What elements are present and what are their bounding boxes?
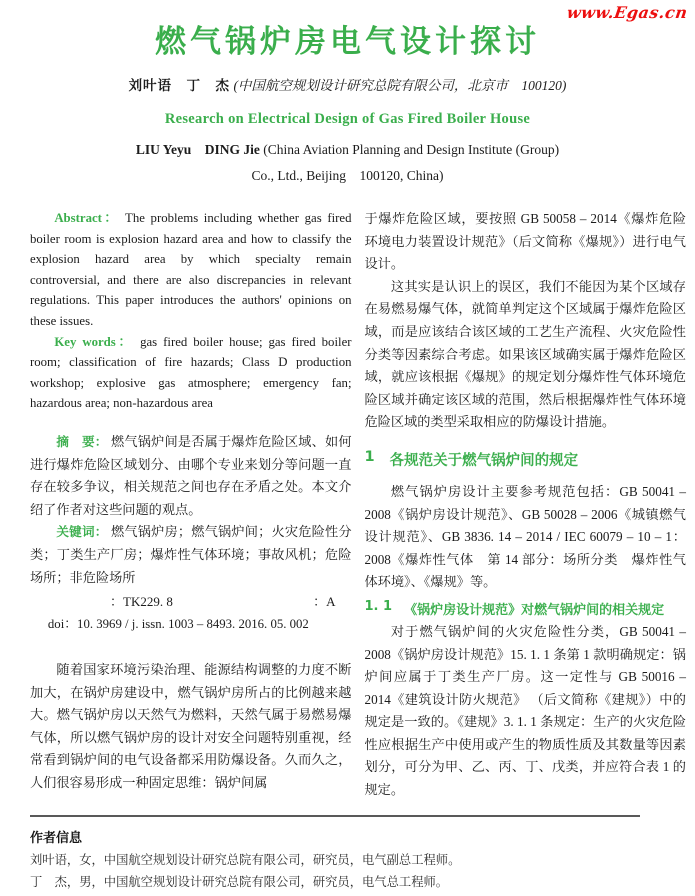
document-code: ：A <box>313 594 336 610</box>
paper-header <box>0 0 695 184</box>
abstract-text: The problems including whether gas fired boiler room is explosion hazard area and how to classify the explosion hazard area by which specialty remain controversial, and there are also discrepancies in relevant regulations. This paper introduces the authors' opinions on these issues. <box>30 211 352 328</box>
authors-line-english <box>0 138 695 158</box>
chinese-abstract-label: 摘 要： <box>56 433 108 449</box>
footer-divider <box>30 815 640 817</box>
section-1-number: 1 <box>364 448 375 465</box>
right-column <box>365 208 687 802</box>
author-info-line-2: 丁 杰，男，中国航空规划设计研究总院有限公司，研究员，电气总工程师。 <box>30 875 449 889</box>
abstract-paragraph <box>30 208 352 332</box>
continuation-paragraph: 于爆炸危险区域，要按照 GB 50058 – 2014《爆炸危险环境电力装置设计规范》（后文简称《爆规》）进行电气设计。 <box>364 211 686 272</box>
paper-title-english: Research on Electrical Design of Gas Fired Boiler House <box>164 111 531 127</box>
section-1-1-heading <box>365 599 687 618</box>
two-column-body <box>0 208 695 802</box>
chinese-abstract-paragraph <box>30 431 352 521</box>
doi-line: doi：10. 3969 / j. issn. 1003 – 8493. 2016. 05. 002 <box>47 617 309 632</box>
site-watermark-logo: www.Egas.cn <box>565 3 689 22</box>
author-info-footer <box>30 815 640 890</box>
keywords-label: Key words： <box>54 334 135 349</box>
introduction-paragraph: 随着国家环境污染治理、能源结构调整的力度不断加大，在锅炉房建设中，燃气锅炉房所占的比例越来越大。燃气锅炉房以天然气为燃料，天然气属于易燃易爆气体，所以燃气锅炉房的设计对安全问题特别重视，经常看到锅炉间的电气设备都采用防爆设备。久而久之，人们很容易形成一种固定思维：锅炉间属 <box>30 662 352 791</box>
keywords-paragraph <box>30 332 352 414</box>
section-1-1-title: 《锅炉房设计规范》对燃气锅炉间的相关规定 <box>404 602 665 618</box>
section-1-title: 各规范关于燃气锅炉间的规定 <box>389 452 579 469</box>
classification-code-row <box>30 590 352 613</box>
classification-paragraph: 对于燃气锅炉间的火灾危险性分类，GB 50041 – 2008《锅炉房设计规范》15. 1. 1 条第 1 款明确规定：锅炉间应属于丁类生产厂房。这一定性与 GB 50016 – 2014《建筑设计防火规范》 （后文简称《建规》）中的规定是一致的。《建规》3. 1. 1 条规定：生产的火灾危险性应根据生产中使用或产生的物质性质及其数量等因素划分，可分为甲、乙、丙、丁、戊类，并应符合表 1 的规定。 <box>364 623 686 798</box>
clc-number: ：TK229. 8 <box>110 594 173 610</box>
author-names-chinese: 刘叶语 丁 杰 <box>128 78 231 93</box>
author-info-heading: 作者信息 <box>30 831 83 846</box>
chinese-keywords-text: 燃气锅炉房；燃气锅炉间；火灾危险性分类；丁类生产厂房；爆炸性气体环境；事故风机；危险场所；非危险场所 <box>30 524 352 585</box>
standards-paragraph: 燃气锅炉房设计主要参考规范包括：GB 50041 – 2008《锅炉房设计规范》、GB 50028 – 2006《城镇燃气设计规范》、GB 3836. 14 – 2014 / IEC 60079 – 10 – 1：2008《爆炸性气体 第 14 部分：场所分类 爆炸性气体环境》、《爆规》等。 <box>364 483 686 590</box>
author-names-english: LIU Yeyu DING Jie <box>135 142 260 157</box>
author-affiliation-english-2: Co., Ltd., Beijing 100120, China) <box>251 168 444 183</box>
abstract-label: Abstract： <box>54 211 120 225</box>
left-column <box>30 208 352 802</box>
chinese-keywords-paragraph <box>30 521 352 589</box>
section-1-heading <box>365 449 687 470</box>
chinese-abstract-text: 燃气锅炉间是否属于爆炸危险区域、如何进行爆炸危险区域划分、由哪个专业来划分等问题一直存在较多争议，相关规范之间也存在矛盾之处。本文介绍了作者对这些问题的观点。 <box>30 433 352 517</box>
author-info-line-1: 刘叶语，女，中国航空规划设计研究总院有限公司，研究员，电气副总工程师。 <box>30 853 461 867</box>
section-1-1-number: 1. 1 <box>364 598 393 614</box>
author-affiliation-chinese: (中国航空规划设计研究总院有限公司，北京市 100120) <box>233 78 567 93</box>
keywords-text: gas fired boiler house; gas fired boiler room; classification of fire hazards; Class D production workshop; explosive gas atmosphere; emergency fan; hazardous area; non-hazardous area <box>30 334 352 411</box>
misconception-paragraph: 这其实是认识上的误区，我们不能因为某个区域存在易燃易爆气体，就简单判定这个区域属于爆炸危险区域，而是应该结合该区域的工艺生产流程、火灾危险性分类等因素综合考虑。如果该区域确实属于爆炸危险区域，就应该根据《爆规》的规定划分爆炸性气体环境危险区域并确定该区域的范围，然后根据爆炸性气体环境危险区域的类型采取相应的防爆设计措施。 <box>364 278 686 430</box>
paper-title-chinese: 燃气锅炉房电气设计探讨 <box>155 24 540 59</box>
author-affiliation-english-1: (China Aviation Planning and Design Institute (Group) <box>263 142 560 157</box>
authors-line-chinese <box>0 74 695 94</box>
chinese-keywords-label: 关键词： <box>56 524 108 540</box>
